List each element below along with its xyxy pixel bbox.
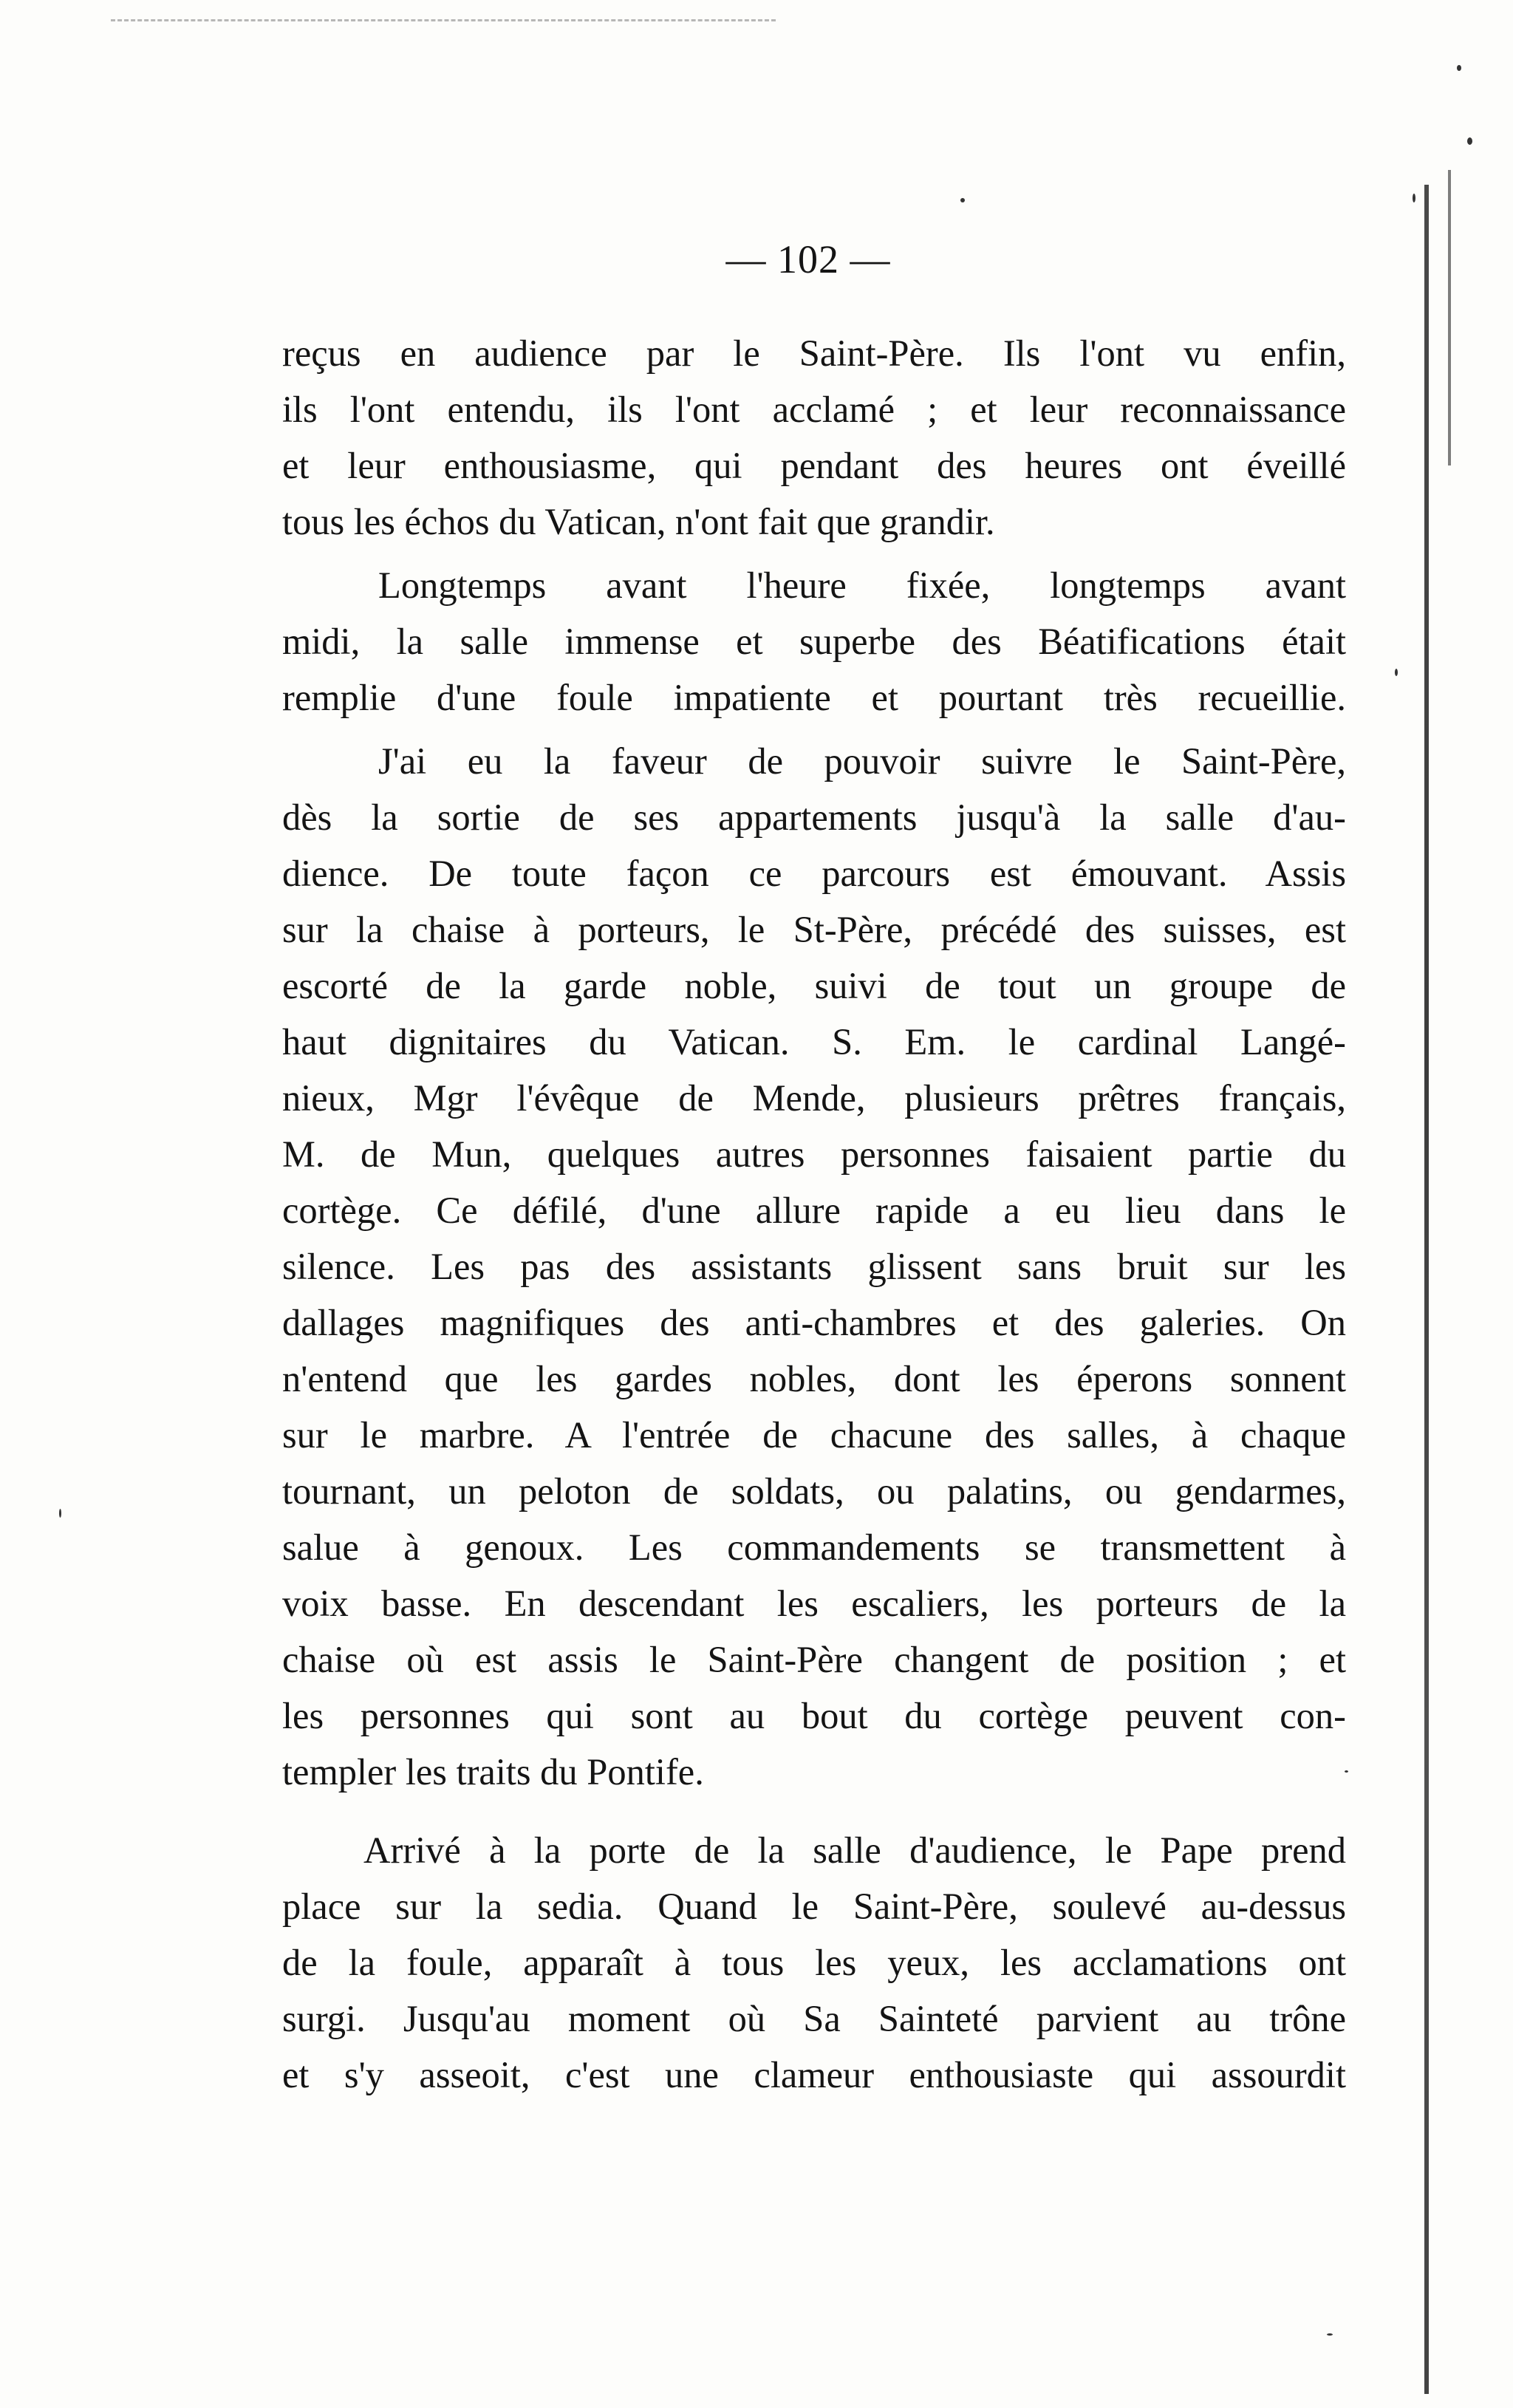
text-line: silence. Les pas des assistants glissent sans bruit sur les <box>282 1246 1346 1287</box>
text-line: dallages magnifiques des anti-chambres et des galeries. On <box>282 1302 1346 1343</box>
body-text <box>282 325 1346 2103</box>
text-line: haut dignitaires du Vatican. S. Em. le cardinal Langé- <box>282 1021 1346 1063</box>
text-line: salue à genoux. Les commandements se transmettent à <box>282 1527 1346 1568</box>
text-line: n'entend que les gardes nobles, dont les éperons sonnent <box>282 1358 1346 1399</box>
paragraph-3 <box>282 733 1346 1800</box>
text-line: dience. De toute façon ce parcours est émouvant. Assis <box>282 853 1346 894</box>
text-line: chaise où est assis le Saint-Père changent de position ; et <box>282 1639 1346 1680</box>
text-line: de la foule, apparaît à tous les yeux, les acclamations ont <box>282 1942 1346 1983</box>
top-scan-rule <box>111 19 776 21</box>
text-line: reçus en audience par le Saint-Père. Ils l'ont vu enfin, <box>282 332 1346 374</box>
text-line: remplie d'une foule impatiente et pourtant très recueillie. <box>282 677 1346 718</box>
text-line: escorté de la garde noble, suivi de tout un groupe de <box>282 965 1346 1006</box>
text-line: sur la chaise à porteurs, le St-Père, précédé des suisses, est <box>282 909 1346 950</box>
scan-speck <box>1413 194 1415 202</box>
text-line: tous les échos du Vatican, n'ont fait que grandir. <box>282 501 995 542</box>
text-line: voix basse. En descendant les escaliers, les porteurs de la <box>282 1583 1346 1624</box>
text-line: J'ai eu la faveur de pouvoir suivre le Saint-Père, <box>378 740 1346 782</box>
text-line: tournant, un peloton de soldats, ou palatins, ou gendarmes, <box>282 1470 1346 1512</box>
scan-speck <box>59 1509 61 1518</box>
text-line: cortège. Ce défilé, d'une allure rapide a eu lieu dans le <box>282 1190 1346 1231</box>
text-line: nieux, Mgr l'évêque de Mende, plusieurs prêtres français, <box>282 1077 1346 1119</box>
text-line: les personnes qui sont au bout du cortège peuvent con- <box>282 1695 1346 1736</box>
scan-speck <box>1327 2333 1333 2336</box>
text-line: midi, la salle immense et superbe des Béatifications était <box>282 621 1346 662</box>
text-line: surgi. Jusqu'au moment où Sa Sainteté parvient au trône <box>282 1998 1346 2039</box>
scan-speck <box>1467 137 1472 145</box>
page-binding-edge <box>1424 185 1429 2394</box>
text-line: M. de Mun, quelques autres personnes faisaient partie du <box>282 1133 1346 1175</box>
page-number: — 102 — <box>725 237 891 282</box>
text-line: Arrivé à la porte de la salle d'audience, le Pape prend <box>363 1829 1346 1871</box>
page-binding-edge-upper <box>1448 170 1451 465</box>
text-line: ils l'ont entendu, ils l'ont acclamé ; et leur reconnaissance <box>282 389 1346 430</box>
scan-speck <box>960 198 965 202</box>
scan-speck <box>1457 65 1461 71</box>
paragraph-4 <box>282 1822 1346 2103</box>
text-line: dès la sortie de ses appartements jusqu'à la salle d'au- <box>282 797 1346 838</box>
text-line: sur le marbre. A l'entrée de chacune des salles, à chaque <box>282 1414 1346 1456</box>
paragraph-1 <box>282 325 1346 550</box>
paragraph-2 <box>282 557 1346 726</box>
scan-speck <box>1395 669 1398 676</box>
text-line: et s'y asseoit, c'est une clameur enthousiaste qui assourdit <box>282 2054 1346 2095</box>
text-line: Longtemps avant l'heure fixée, longtemps avant <box>378 565 1346 606</box>
text-line: place sur la sedia. Quand le Saint-Père, soulevé au-dessus <box>282 1886 1346 1927</box>
text-line: templer les traits du Pontife. <box>282 1751 704 1793</box>
text-line: et leur enthousiasme, qui pendant des heures ont éveillé <box>282 445 1346 486</box>
